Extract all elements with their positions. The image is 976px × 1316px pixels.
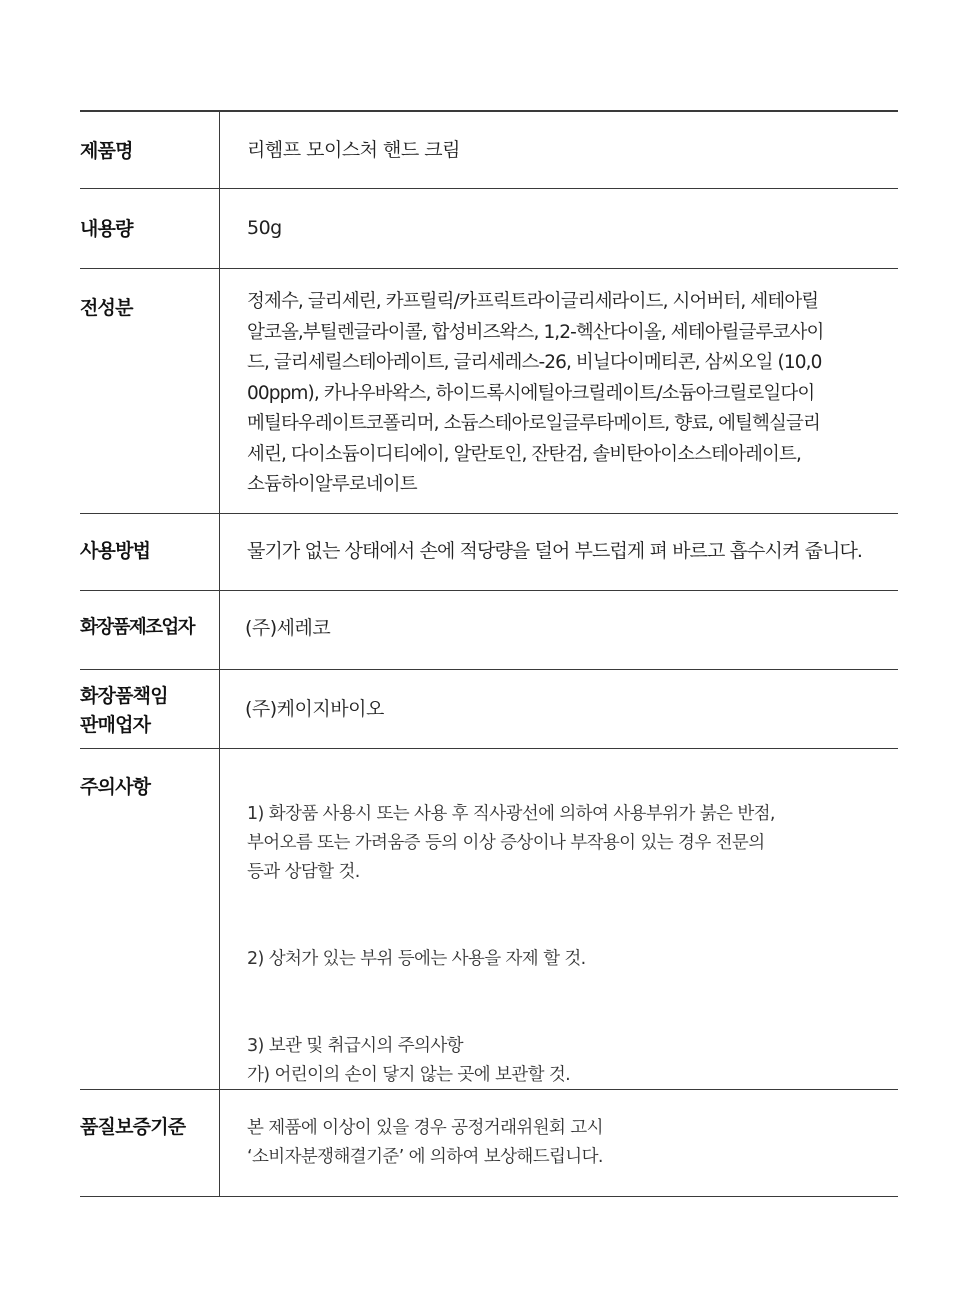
row-label: 주의사항 (80, 749, 220, 1089)
table-row (80, 189, 898, 269)
row-value: 본 제품에 이상이 있을 경우 공정거래위원회 고시 ‘소비자분쟁해결기준’ 에 의하여 보상해드립니다. (247, 1118, 603, 1167)
table-row (80, 269, 898, 514)
table-row (80, 670, 898, 749)
row-value: (주)케이지바이오 (245, 697, 384, 720)
row-value: 50g (247, 217, 282, 239)
row-label: 제품명 (80, 112, 220, 188)
row-value: 물기가 없는 상태에서 손에 적당량을 덜어 부드럽게 펴 바르고 흡수시켜 줍니다. (247, 540, 863, 562)
ingredients-list: 정제수, 글리세린, 카프릴릭/카프릭트라이글리세라이드, 시어버터, 세테아릴 알코올,부틸렌글라이콜, 합성비즈왁스, 1,2-헥산다이올, 세테아릴글루코사이 드, 글리세릴스테아레이트, 글리세레스-26, 비닐다이메티콘, 삼씨오일 (10,0 00ppm), 카나우바왁스, 하이드록시에틸아크릴레이트/소듐아크릴로일다이 메틸타우레이트코폴리머, 소듐스테아로일글루타메이트, 향료, 에틸헥실글리 세린, 다이소듐이디티에이, 알란토인, 잔탄검, 솔비탄아이소스테아레이트, 소듐하이알루로네이트 (247, 291, 824, 495)
table-row (80, 1090, 898, 1197)
caution-item: 3) 보관 및 취급시의 주의사항 가) 어린이의 손이 닿지 않는 곳에 보관할 것. (247, 1036, 571, 1085)
row-value: 리헴프 모이스처 핸드 크림 (247, 139, 461, 161)
table-row (80, 749, 898, 1090)
table-row (80, 591, 898, 670)
row-label: 사용방법 (80, 514, 220, 590)
row-label: 품질보증기준 (80, 1090, 220, 1196)
row-label: 전성분 (80, 269, 220, 513)
row-label: 내용량 (80, 189, 220, 268)
row-label: 화장품책임 판매업자 (80, 670, 220, 748)
caution-item: 2) 상처가 있는 부위 등에는 사용을 자제 할 것. (247, 949, 586, 969)
table-row (80, 112, 898, 189)
row-value: (주)세레코 (245, 617, 331, 639)
table-row (80, 514, 898, 591)
product-info-table (80, 110, 898, 1197)
row-label: 화장품제조업자 (80, 591, 220, 669)
caution-text (220, 749, 898, 1089)
caution-item: 1) 화장품 사용시 또는 사용 후 직사광선에 의하여 사용부위가 붉은 반점, 부어오름 또는 가려움증 등의 이상 증상이나 부작용이 있는 경우 전문의 등과 상담할 것. (247, 804, 775, 882)
